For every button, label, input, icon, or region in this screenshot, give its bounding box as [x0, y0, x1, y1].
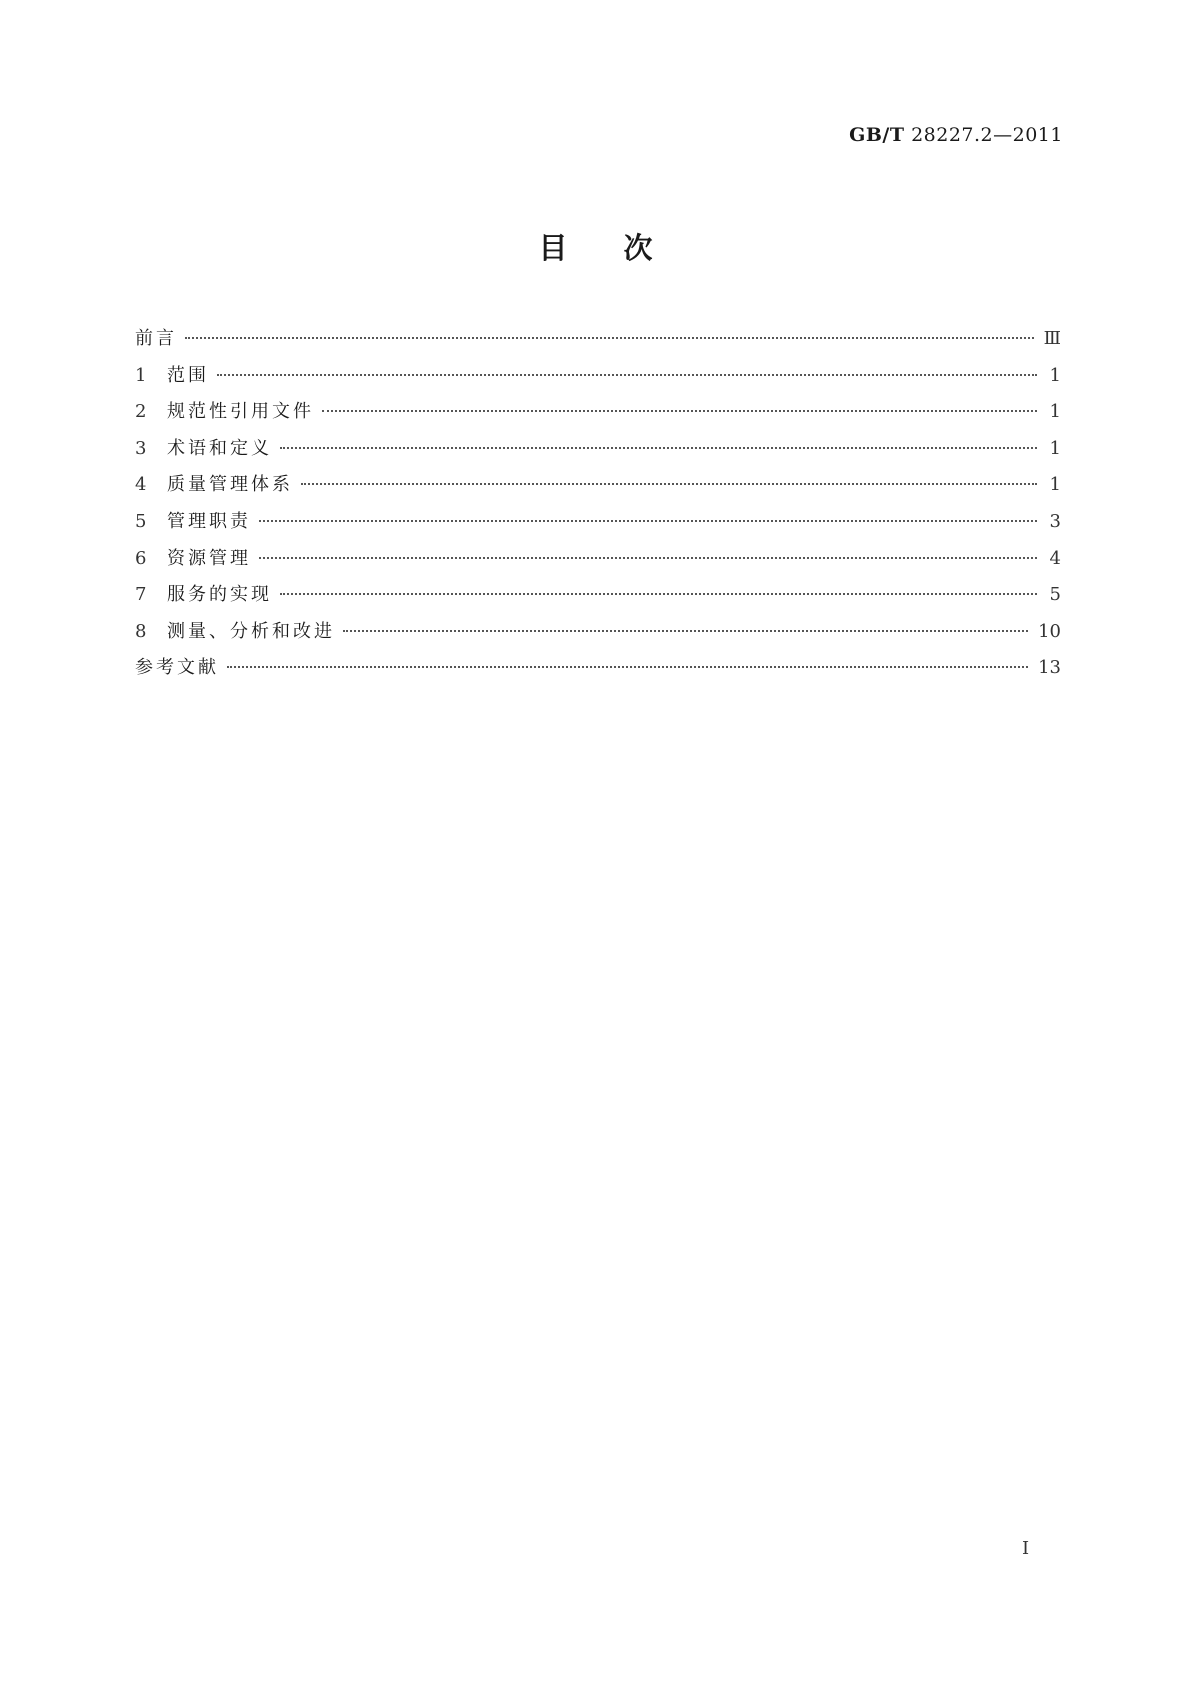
toc-dot-leader	[280, 593, 1037, 595]
toc-entry-page: 1	[1049, 437, 1061, 459]
toc-entry-management-responsibility[interactable]	[135, 507, 1061, 544]
toc-entry-number: 4	[135, 474, 147, 496]
toc-entry-page: 4	[1049, 547, 1061, 569]
toc-entry-number: 1	[135, 364, 147, 386]
toc-entry-number: 5	[135, 510, 147, 532]
standard-prefix: GB/T	[849, 124, 905, 146]
toc-entry-label: 范围	[167, 364, 209, 386]
toc-dot-leader	[322, 410, 1037, 412]
table-of-contents	[135, 324, 1061, 690]
toc-entry-terms-definitions[interactable]	[135, 434, 1061, 471]
toc-entry-resource-management[interactable]	[135, 544, 1061, 581]
toc-entry-service-realization[interactable]	[135, 580, 1061, 617]
toc-title: 目次	[538, 231, 709, 265]
toc-dot-leader	[259, 520, 1037, 522]
toc-entry-number: 2	[135, 401, 147, 423]
toc-dot-leader	[227, 666, 1028, 668]
toc-entry-label: 测量、分析和改进	[167, 620, 335, 642]
toc-entry-foreword[interactable]	[135, 324, 1061, 361]
toc-entry-label: 管理职责	[167, 510, 251, 532]
toc-entry-label: 参考文献	[135, 657, 219, 679]
toc-entry-number: 6	[135, 547, 147, 569]
toc-entry-number: 7	[135, 584, 147, 606]
toc-entry-normative-references[interactable]	[135, 397, 1061, 434]
toc-entry-page: 1	[1049, 401, 1061, 423]
toc-entry-page: Ⅲ	[1043, 328, 1061, 349]
toc-entry-page: 3	[1049, 510, 1061, 532]
toc-entry-page: 1	[1049, 364, 1061, 386]
standard-code	[849, 124, 1063, 146]
standard-number: 28227.2—2011	[911, 124, 1063, 146]
toc-dot-leader	[185, 337, 1034, 339]
toc-dot-leader	[259, 557, 1037, 559]
toc-entry-page: 1	[1049, 474, 1061, 496]
toc-entry-quality-management-system[interactable]	[135, 470, 1061, 507]
toc-entry-number: 3	[135, 437, 147, 459]
toc-entry-label: 规范性引用文件	[167, 401, 314, 423]
toc-dot-leader	[301, 483, 1037, 485]
toc-entry-label: 术语和定义	[167, 437, 272, 459]
toc-entry-measurement-analysis-improvement[interactable]	[135, 617, 1061, 654]
toc-entry-label: 质量管理体系	[167, 474, 293, 496]
toc-entry-page: 5	[1049, 584, 1061, 606]
toc-entry-number: 8	[135, 620, 147, 642]
page-number: I	[1022, 1538, 1030, 1559]
toc-entry-page: 10	[1038, 620, 1061, 642]
toc-dot-leader	[280, 447, 1037, 449]
toc-entry-bibliography[interactable]	[135, 653, 1061, 690]
toc-entry-label: 服务的实现	[167, 584, 272, 606]
toc-entry-label: 资源管理	[167, 547, 251, 569]
toc-dot-leader	[217, 374, 1037, 376]
toc-entry-page: 13	[1038, 657, 1061, 679]
toc-dot-leader	[343, 630, 1028, 632]
toc-entry-label: 前言	[135, 328, 177, 349]
toc-entry-scope[interactable]	[135, 361, 1061, 398]
